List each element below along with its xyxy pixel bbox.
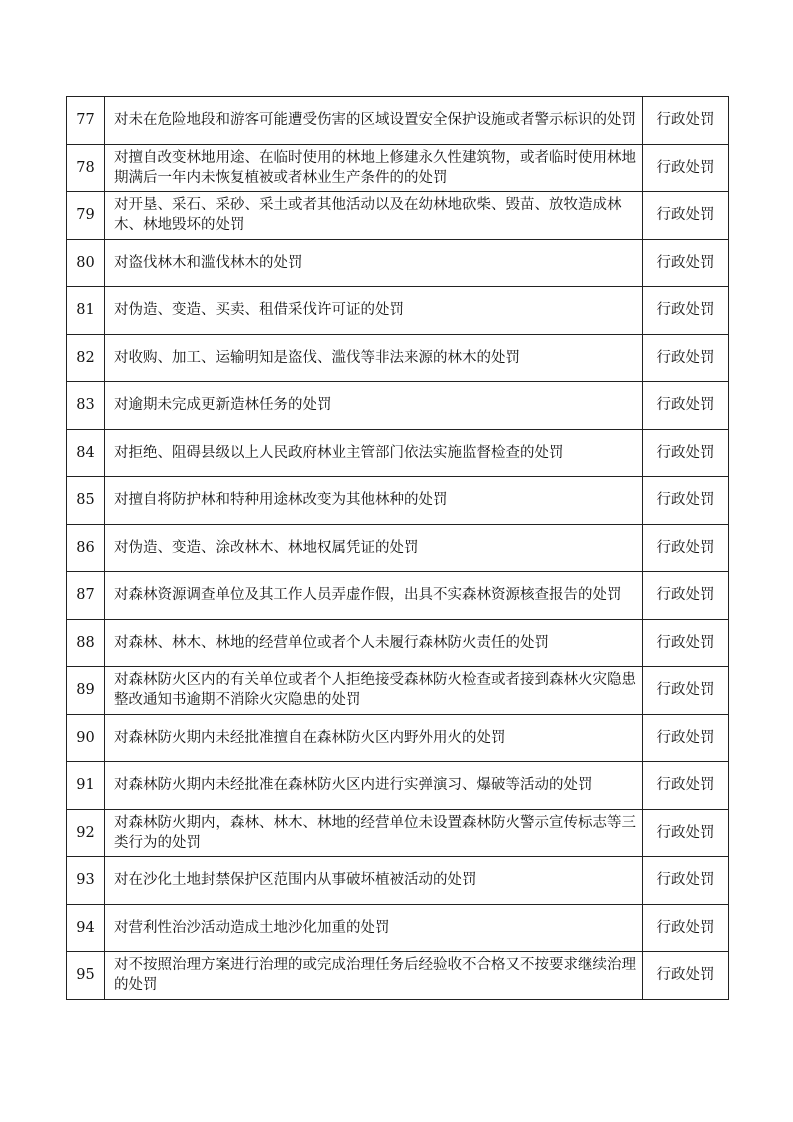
- table-row: [67, 429, 729, 477]
- row-type: 行政处罚: [643, 714, 729, 762]
- row-type: 行政处罚: [643, 667, 729, 715]
- table-row: [67, 762, 729, 810]
- row-item-text: 对擅自将防护林和特种用途林改变为其他林种的处罚: [105, 477, 643, 525]
- row-item-text: 对森林、林木、林地的经营单位或者个人未履行森林防火责任的处罚: [105, 619, 643, 667]
- table-row: [67, 334, 729, 382]
- row-type: 行政处罚: [643, 334, 729, 382]
- row-number: 87: [67, 572, 105, 620]
- table-row: [67, 667, 729, 715]
- row-item-text: 对拒绝、阻碍县级以上人民政府林业主管部门依法实施监督检查的处罚: [105, 429, 643, 477]
- row-item-text: 对森林资源调查单位及其工作人员弄虚作假，出具不实森林资源核查报告的处罚: [105, 572, 643, 620]
- table-row: [67, 904, 729, 952]
- row-type: 行政处罚: [643, 287, 729, 335]
- row-number: 93: [67, 857, 105, 905]
- row-item-text: 对营利性治沙活动造成土地沙化加重的处罚: [105, 904, 643, 952]
- row-number: 80: [67, 239, 105, 287]
- row-type: 行政处罚: [643, 477, 729, 525]
- row-number: 88: [67, 619, 105, 667]
- table-row: [67, 287, 729, 335]
- table-row: [67, 97, 729, 145]
- table-row: [67, 952, 729, 1000]
- row-item-text: 对逾期未完成更新造林任务的处罚: [105, 382, 643, 430]
- row-type: 行政处罚: [643, 524, 729, 572]
- row-type: 行政处罚: [643, 857, 729, 905]
- table-row: [67, 857, 729, 905]
- row-number: 79: [67, 192, 105, 240]
- row-item-text: 对伪造、变造、涂改林木、林地权属凭证的处罚: [105, 524, 643, 572]
- row-type: 行政处罚: [643, 144, 729, 192]
- row-type: 行政处罚: [643, 382, 729, 430]
- table-row: [67, 619, 729, 667]
- row-type: 行政处罚: [643, 239, 729, 287]
- row-number: 84: [67, 429, 105, 477]
- table-row: [67, 144, 729, 192]
- row-item-text: 对未在危险地段和游客可能遭受伤害的区域设置安全保护设施或者警示标识的处罚: [105, 97, 643, 145]
- penalty-table: [66, 96, 729, 1000]
- row-type: 行政处罚: [643, 904, 729, 952]
- table-body: [67, 97, 729, 1000]
- row-type: 行政处罚: [643, 429, 729, 477]
- table-row: [67, 382, 729, 430]
- row-number: 78: [67, 144, 105, 192]
- row-item-text: 对擅自改变林地用途、在临时使用的林地上修建永久性建筑物，或者临时使用林地期满后一年内未恢复植被或者林业生产条件的的处罚: [105, 144, 643, 192]
- row-type: 行政处罚: [643, 619, 729, 667]
- row-number: 90: [67, 714, 105, 762]
- row-item-text: 对不按照治理方案进行治理的或完成治理任务后经验收不合格又不按要求继续治理的处罚: [105, 952, 643, 1000]
- row-item-text: 对收购、加工、运输明知是盗伐、滥伐等非法来源的林木的处罚: [105, 334, 643, 382]
- row-number: 82: [67, 334, 105, 382]
- table-row: [67, 809, 729, 857]
- row-number: 94: [67, 904, 105, 952]
- row-number: 95: [67, 952, 105, 1000]
- row-item-text: 对森林防火期内未经批准在森林防火区内进行实弹演习、爆破等活动的处罚: [105, 762, 643, 810]
- table-row: [67, 524, 729, 572]
- row-number: 85: [67, 477, 105, 525]
- table-row: [67, 572, 729, 620]
- row-item-text: 对开垦、采石、采砂、采土或者其他活动以及在幼林地砍柴、毁苗、放牧造成林木、林地毁坏的处罚: [105, 192, 643, 240]
- row-type: 行政处罚: [643, 572, 729, 620]
- row-number: 92: [67, 809, 105, 857]
- row-type: 行政处罚: [643, 192, 729, 240]
- row-item-text: 对森林防火期内未经批准擅自在森林防火区内野外用火的处罚: [105, 714, 643, 762]
- row-number: 77: [67, 97, 105, 145]
- row-item-text: 对盗伐林木和滥伐林木的处罚: [105, 239, 643, 287]
- table-row: [67, 192, 729, 240]
- row-type: 行政处罚: [643, 809, 729, 857]
- table-row: [67, 477, 729, 525]
- row-number: 86: [67, 524, 105, 572]
- row-item-text: 对森林防火期内，森林、林木、林地的经营单位未设置森林防火警示宣传标志等三类行为的处罚: [105, 809, 643, 857]
- row-item-text: 对森林防火区内的有关单位或者个人拒绝接受森林防火检查或者接到森林火灾隐患整改通知书逾期不消除火灾隐患的处罚: [105, 667, 643, 715]
- table-row: [67, 239, 729, 287]
- row-item-text: 对伪造、变造、买卖、租借采伐许可证的处罚: [105, 287, 643, 335]
- row-number: 81: [67, 287, 105, 335]
- row-type: 行政处罚: [643, 952, 729, 1000]
- table-row: [67, 714, 729, 762]
- row-type: 行政处罚: [643, 97, 729, 145]
- row-number: 89: [67, 667, 105, 715]
- row-item-text: 对在沙化土地封禁保护区范围内从事破坏植被活动的处罚: [105, 857, 643, 905]
- row-number: 83: [67, 382, 105, 430]
- row-number: 91: [67, 762, 105, 810]
- row-type: 行政处罚: [643, 762, 729, 810]
